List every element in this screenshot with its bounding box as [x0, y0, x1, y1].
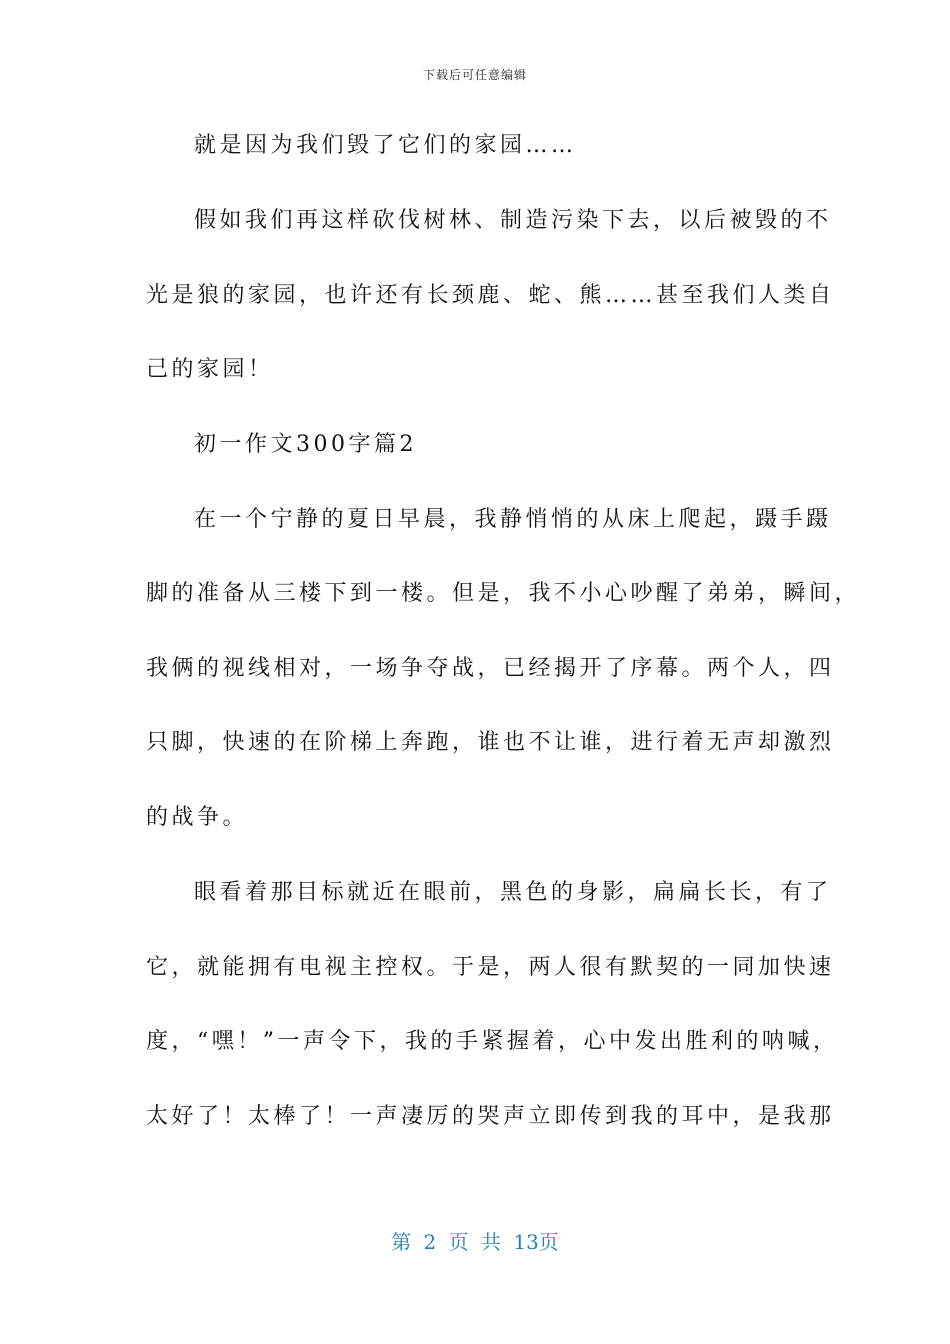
paragraph-line: 眼看着那目标就近在眼前，黑色的身影，扁扁长长，有了 — [194, 880, 832, 905]
paragraph-line: 脚的准备从三楼下到一楼。但是，我不小心吵醒了弟弟，瞬间， — [146, 581, 861, 606]
paragraph-line: 就是因为我们毁了它们的家园…… — [194, 133, 577, 158]
section-heading: 初一作文300字篇2 — [194, 432, 417, 457]
paragraph-line: 己的家园！ — [146, 357, 274, 382]
paragraph-line: 我俩的视线相对，一场争夺战，已经揭开了序幕。两个人，四 — [146, 656, 835, 681]
paragraph-line: 它，就能拥有电视主控权。于是，两人很有默契的一同加快速 — [146, 955, 835, 980]
paragraph-line: 太好了！太棒了！一声凄厉的哭声立即传到我的耳中，是我那 — [146, 1104, 835, 1129]
paragraph-line: 假如我们再这样砍伐树林、制造污染下去，以后被毁的不 — [194, 208, 832, 233]
paragraph-line: 光是狼的家园，也许还有长颈鹿、蛇、熊……甚至我们人类自 — [146, 283, 835, 308]
paragraph-line: 只脚，快速的在阶梯上奔跑，谁也不让谁，进行着无声却激烈 — [146, 730, 835, 755]
paragraph-line: 在一个宁静的夏日早晨，我静悄悄的从床上爬起，蹑手蹑 — [194, 507, 832, 532]
paragraph-line: 度，“嘿！”一声令下，我的手紧握着，心中发出胜利的呐喊， — [146, 1029, 839, 1054]
paragraph-line: 的战争。 — [146, 805, 249, 830]
page-header: 下载后可任意编辑 — [422, 68, 527, 82]
page-number: 第 2 页 共 13页 — [391, 1230, 559, 1254]
